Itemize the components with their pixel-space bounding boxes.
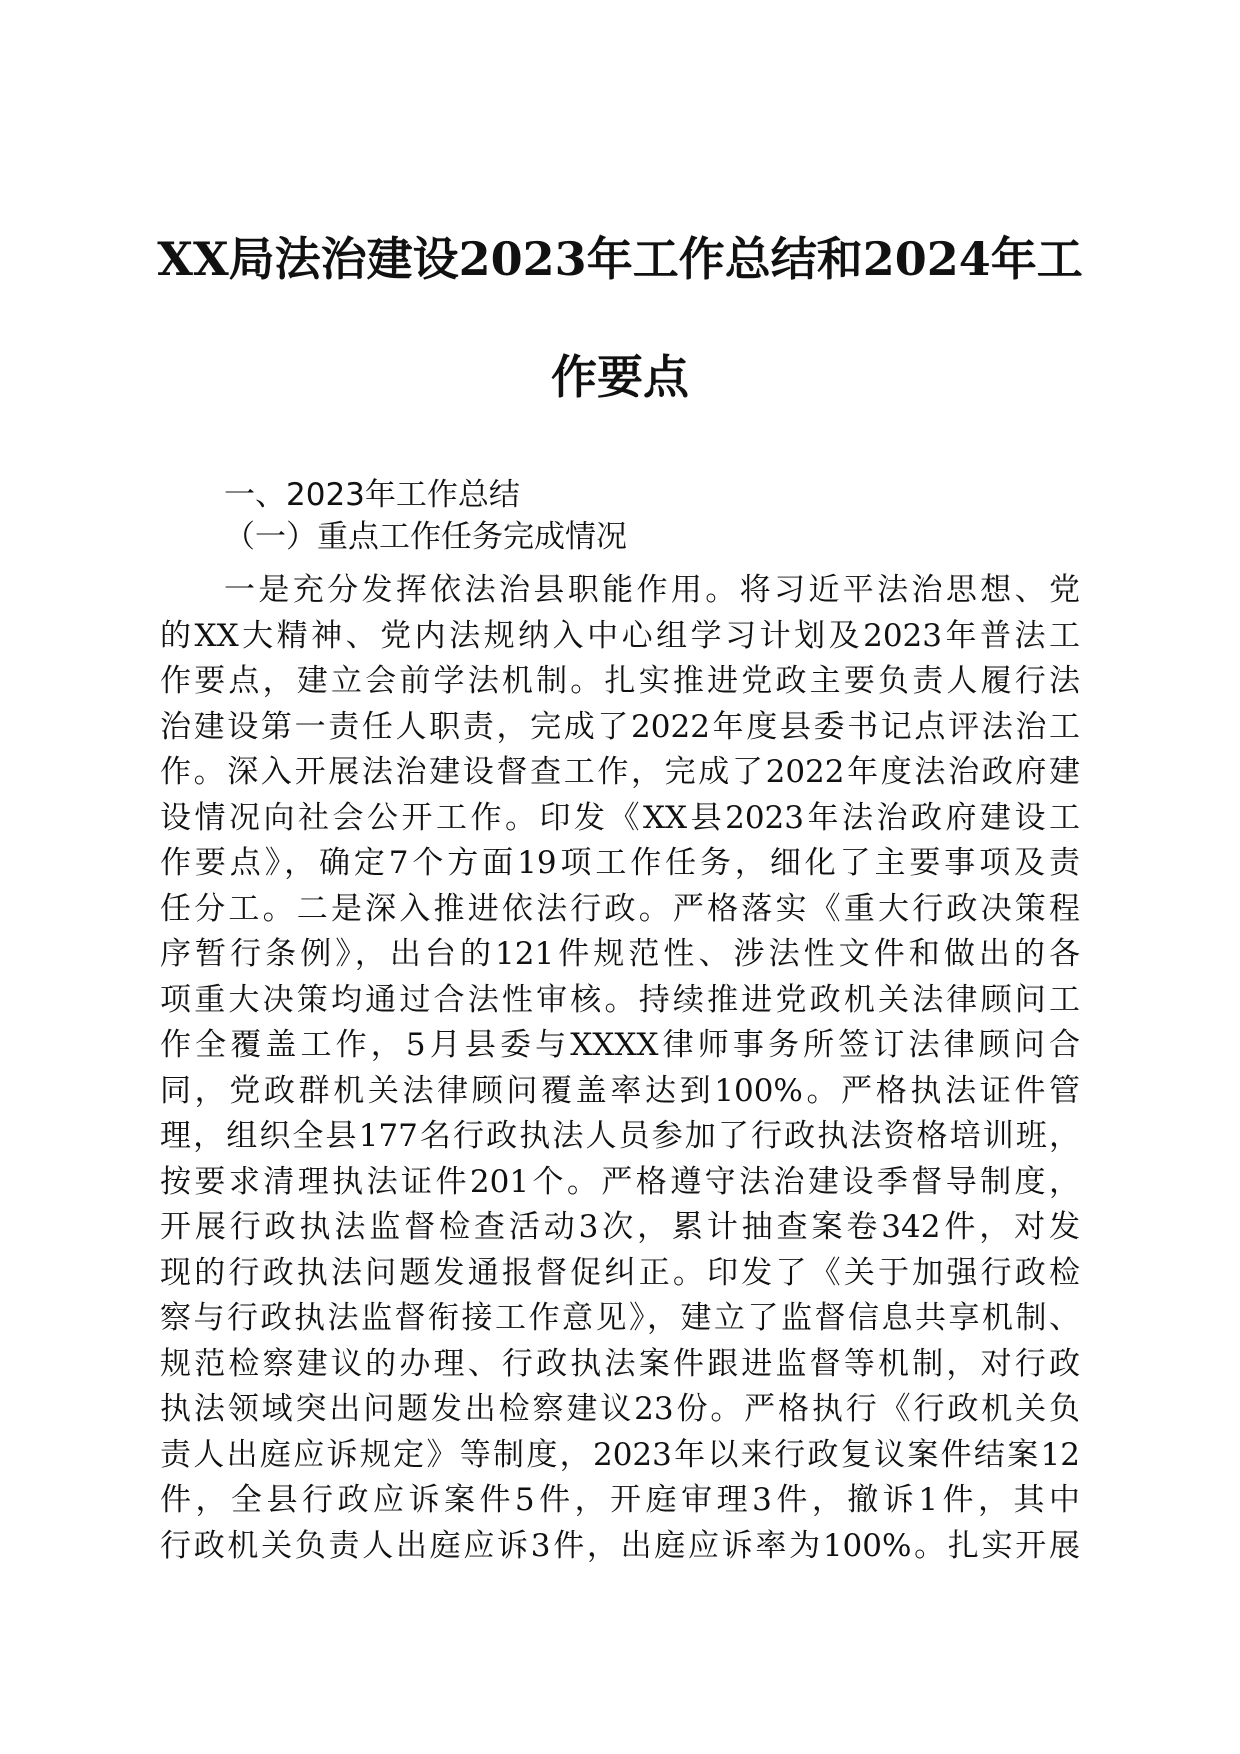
body-line: 作要点》，确定7个方面19项工作任务，细化了主要事项及责 bbox=[160, 845, 1080, 881]
body-line: 的XX大精神、党内法规纳入中心组学习计划及2023年普法工 bbox=[160, 617, 1080, 654]
subsection-heading: （一）重点工作任务完成情况 bbox=[224, 519, 627, 555]
body-line: 治建设第一责任人职责，完成了2022年度县委书记点评法治工 bbox=[160, 708, 1080, 745]
body-line: 序暂行条例》，出台的121件规范性、涉法性文件和做出的各 bbox=[160, 936, 1080, 972]
document-title-line-2: 作要点 bbox=[551, 350, 689, 404]
body-line: 作。深入开展法治建设督查工作，完成了2022年度法治政府建 bbox=[160, 754, 1080, 790]
body-line: 一是充分发挥依法治县职能作用。将习近平法治思想、党 bbox=[224, 572, 1080, 608]
body-line: 规范检察建议的办理、行政执法案件跟进监督等机制，对行政 bbox=[160, 1345, 1080, 1382]
body-line: 察与行政执法监督衔接工作意见》，建立了监督信息共享机制、 bbox=[160, 1300, 1080, 1336]
body-line: 开展行政执法监督检查活动3次，累计抽查案卷342件，对发 bbox=[160, 1209, 1080, 1245]
body-line: 理，组织全县177名行政执法人员参加了行政执法资格培训班， bbox=[160, 1118, 1080, 1154]
body-line: 按要求清理执法证件201个。严格遵守法治建设季督导制度， bbox=[160, 1163, 1080, 1200]
body-line: 行政机关负责人出庭应诉3件，出庭应诉率为100%。扎实开展 bbox=[160, 1527, 1080, 1564]
body-line: 责人出庭应诉规定》等制度，2023年以来行政复议案件结案12 bbox=[160, 1436, 1080, 1473]
body-line: 执法领域突出问题发出检察建议23份。严格执行《行政机关负 bbox=[160, 1391, 1080, 1427]
body-line: 作要点，建立会前学法机制。扎实推进党政主要负责人履行法 bbox=[160, 663, 1080, 699]
body-line: 作全覆盖工作，5月县委与XXXX律师事务所签订法律顾问合 bbox=[160, 1027, 1080, 1063]
body-paragraph bbox=[160, 568, 1080, 1569]
body-line: 任分工。二是深入推进依法行政。严格落实《重大行政决策程 bbox=[160, 890, 1080, 927]
section-heading: 一、2023年工作总结 bbox=[224, 477, 520, 513]
document-title-line-1: XX局法治建设2023年工作总结和2024年工 bbox=[157, 232, 1083, 286]
body-line: 同，党政群机关法律顾问覆盖率达到100%。严格执法证件管 bbox=[160, 1072, 1080, 1109]
body-line: 项重大决策均通过合法性审核。持续推进党政机关法律顾问工 bbox=[160, 981, 1080, 1018]
body-line: 件，全县行政应诉案件5件，开庭审理3件，撤诉1件，其中 bbox=[160, 1482, 1080, 1518]
body-line: 现的行政执法问题发通报督促纠正。印发了《关于加强行政检 bbox=[160, 1254, 1080, 1291]
body-line: 设情况向社会公开工作。印发《XX县2023年法治政府建设工 bbox=[160, 799, 1080, 836]
